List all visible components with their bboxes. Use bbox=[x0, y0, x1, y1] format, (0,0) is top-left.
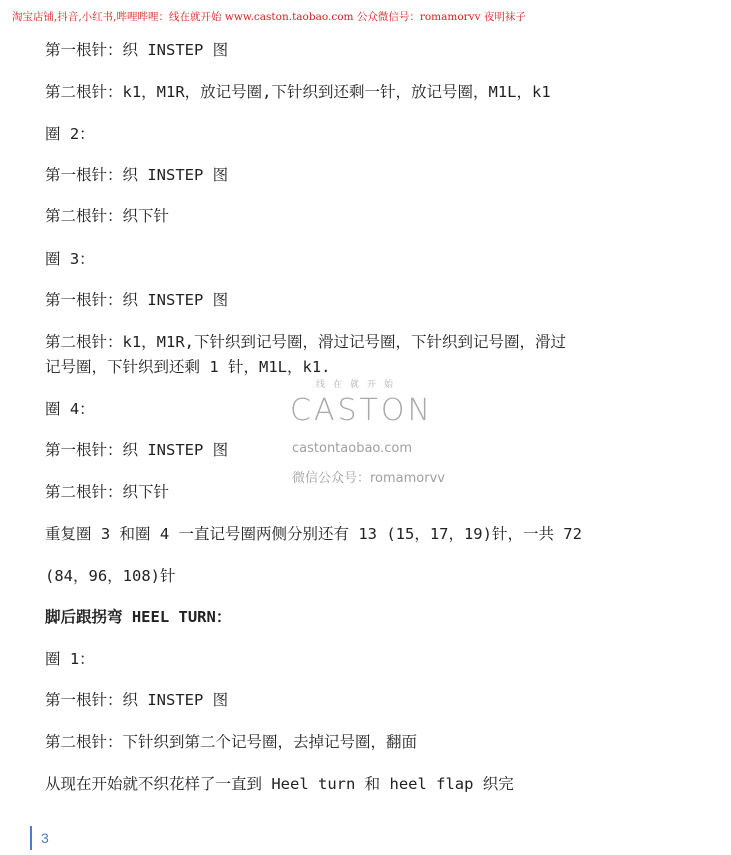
text-line: 圈 3： bbox=[45, 250, 95, 268]
page-number: 3 bbox=[30, 826, 49, 850]
text-line: 重复圈 3 和圈 4 一直记号圈两侧分别还有 13 (15，17，19)针，一共 72 bbox=[45, 525, 582, 543]
text-line: 第二根针：织下针 bbox=[45, 207, 170, 225]
text-line: 记号圈，下针织到还剩 1 针，M1L，k1. bbox=[45, 358, 331, 376]
watermark-logo: CASTON bbox=[290, 393, 433, 428]
text-line: 第二根针：k1，M1R,下针织到记号圈，滑过记号圈，下针织到记号圈，滑过 bbox=[45, 333, 566, 351]
section-heading: 脚后跟拐弯 HEEL TURN： bbox=[45, 608, 232, 626]
text-line: 圈 1： bbox=[45, 650, 95, 668]
watermark bbox=[290, 375, 460, 495]
text-line: 第一根针：织 INSTEP 图 bbox=[45, 291, 229, 309]
text-line: 第一根针：织 INSTEP 图 bbox=[45, 41, 229, 59]
text-line: 第一根针：织 INSTEP 图 bbox=[45, 441, 229, 459]
text-line: 第一根针：织 INSTEP 图 bbox=[45, 691, 229, 709]
text-line: 圈 4： bbox=[45, 400, 95, 418]
text-line: (84，96，108)针 bbox=[45, 567, 176, 585]
watermark-url: castontaobao.com bbox=[292, 441, 413, 456]
text-line: 第一根针：织 INSTEP 图 bbox=[45, 166, 229, 184]
watermark-subtitle: 线在就开始 bbox=[316, 380, 402, 390]
text-line: 第二根针：织下针 bbox=[45, 483, 170, 501]
watermark-wechat: 微信公众号：romamorvv bbox=[292, 471, 445, 486]
text-line: 从现在开始就不织花样了一直到 Heel turn 和 heel flap 织完 bbox=[45, 775, 514, 793]
text-line: 圈 2： bbox=[45, 125, 95, 143]
text-line: 第二根针：k1，M1R，放记号圈,下针织到还剩一针，放记号圈，M1L，k1 bbox=[45, 83, 551, 101]
page-header: 淘宝店铺,抖音,小红书,哔哩哔哩：线在就开始 www.caston.taobao.com 公众微信号：romamorvv 夜明袜子 bbox=[12, 11, 526, 23]
text-line: 第二根针：下针织到第二个记号圈，去掉记号圈，翻面 bbox=[45, 733, 418, 751]
